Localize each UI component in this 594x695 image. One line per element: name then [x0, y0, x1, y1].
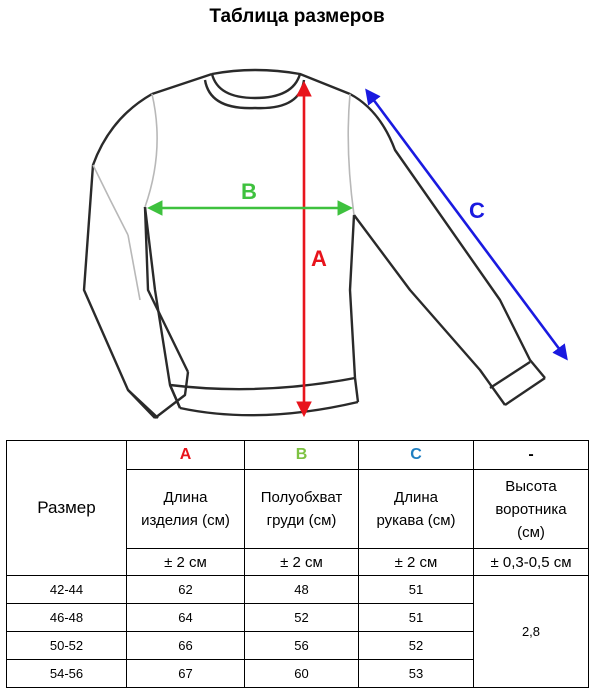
size-table: [6, 440, 589, 688]
row-length: 67: [127, 660, 245, 688]
row-size: 50-52: [7, 632, 127, 660]
column-a-header: [127, 470, 245, 549]
row-sleeve: 53: [359, 660, 474, 688]
column-b-line2: груди (см): [266, 512, 337, 529]
row-size: 42-44: [7, 576, 127, 604]
column-collar-line3: (см): [517, 523, 545, 541]
row-chest: 60: [245, 660, 359, 688]
measure-b-label: B: [241, 179, 257, 204]
collar-height-value: 2,8: [474, 576, 589, 688]
column-a-tolerance: ± 2 см: [127, 549, 245, 576]
column-c-line1: Длина: [394, 489, 438, 506]
column-collar-line1: Высота: [505, 477, 557, 495]
column-c-header: [359, 470, 474, 549]
row-length: 64: [127, 604, 245, 632]
column-c-tolerance: ± 2 см: [359, 549, 474, 576]
column-collar-tolerance: ± 0,3-0,5 см: [474, 549, 589, 576]
column-collar-line2: воротника: [495, 500, 567, 518]
row-length: 62: [127, 576, 245, 604]
measure-a-label: A: [311, 246, 327, 271]
page-title: Таблица размеров: [209, 6, 385, 27]
row-chest: 52: [245, 604, 359, 632]
column-collar-letter: -: [474, 441, 589, 470]
row-sleeve: 51: [359, 604, 474, 632]
column-a-line1: Длина: [163, 489, 208, 506]
measure-c-label: C: [469, 198, 485, 223]
measure-c-arrow: [367, 91, 566, 358]
row-chest: 56: [245, 632, 359, 660]
column-b-letter: B: [245, 441, 359, 470]
size-header: Размер: [7, 441, 127, 576]
column-b-tolerance: ± 2 см: [245, 549, 359, 576]
row-sleeve: 51: [359, 576, 474, 604]
row-size: 46-48: [7, 604, 127, 632]
column-collar-header: [474, 470, 589, 549]
row-size: 54-56: [7, 660, 127, 688]
column-c-line2: рукава (см): [376, 512, 456, 529]
sweater-outline: [84, 70, 545, 418]
column-b-line1: Полуобхват: [260, 489, 343, 506]
column-b-header: [245, 470, 359, 549]
column-a-line2: изделия (см): [141, 512, 230, 529]
column-a-letter: A: [127, 441, 245, 470]
table-row: [7, 576, 589, 604]
row-sleeve: 52: [359, 632, 474, 660]
row-length: 66: [127, 632, 245, 660]
row-chest: 48: [245, 576, 359, 604]
column-c-letter: C: [359, 441, 474, 470]
